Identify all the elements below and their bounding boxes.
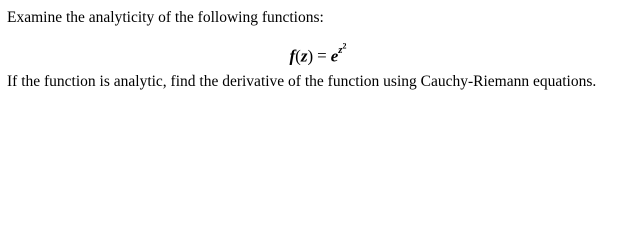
formula-equals: = — [317, 46, 327, 66]
formula-close-paren: ) — [307, 46, 314, 66]
formula-base: e — [330, 46, 339, 66]
formula-variable: z — [300, 46, 308, 66]
intro-text: Examine the analyticity of the following functions: — [7, 9, 324, 26]
page — [0, 0, 636, 106]
formula-open-paren: ( — [295, 46, 301, 66]
formula-exponent-variable: z — [338, 43, 343, 56]
formula — [0, 37, 636, 67]
formula-exponent — [338, 41, 347, 56]
formula-exponent-power: 2 — [342, 41, 347, 50]
formula-function-name: f — [289, 46, 296, 66]
question-text: If the function is analytic, find the derivative of the function using Cauchy-Riemann equations. — [7, 73, 597, 90]
